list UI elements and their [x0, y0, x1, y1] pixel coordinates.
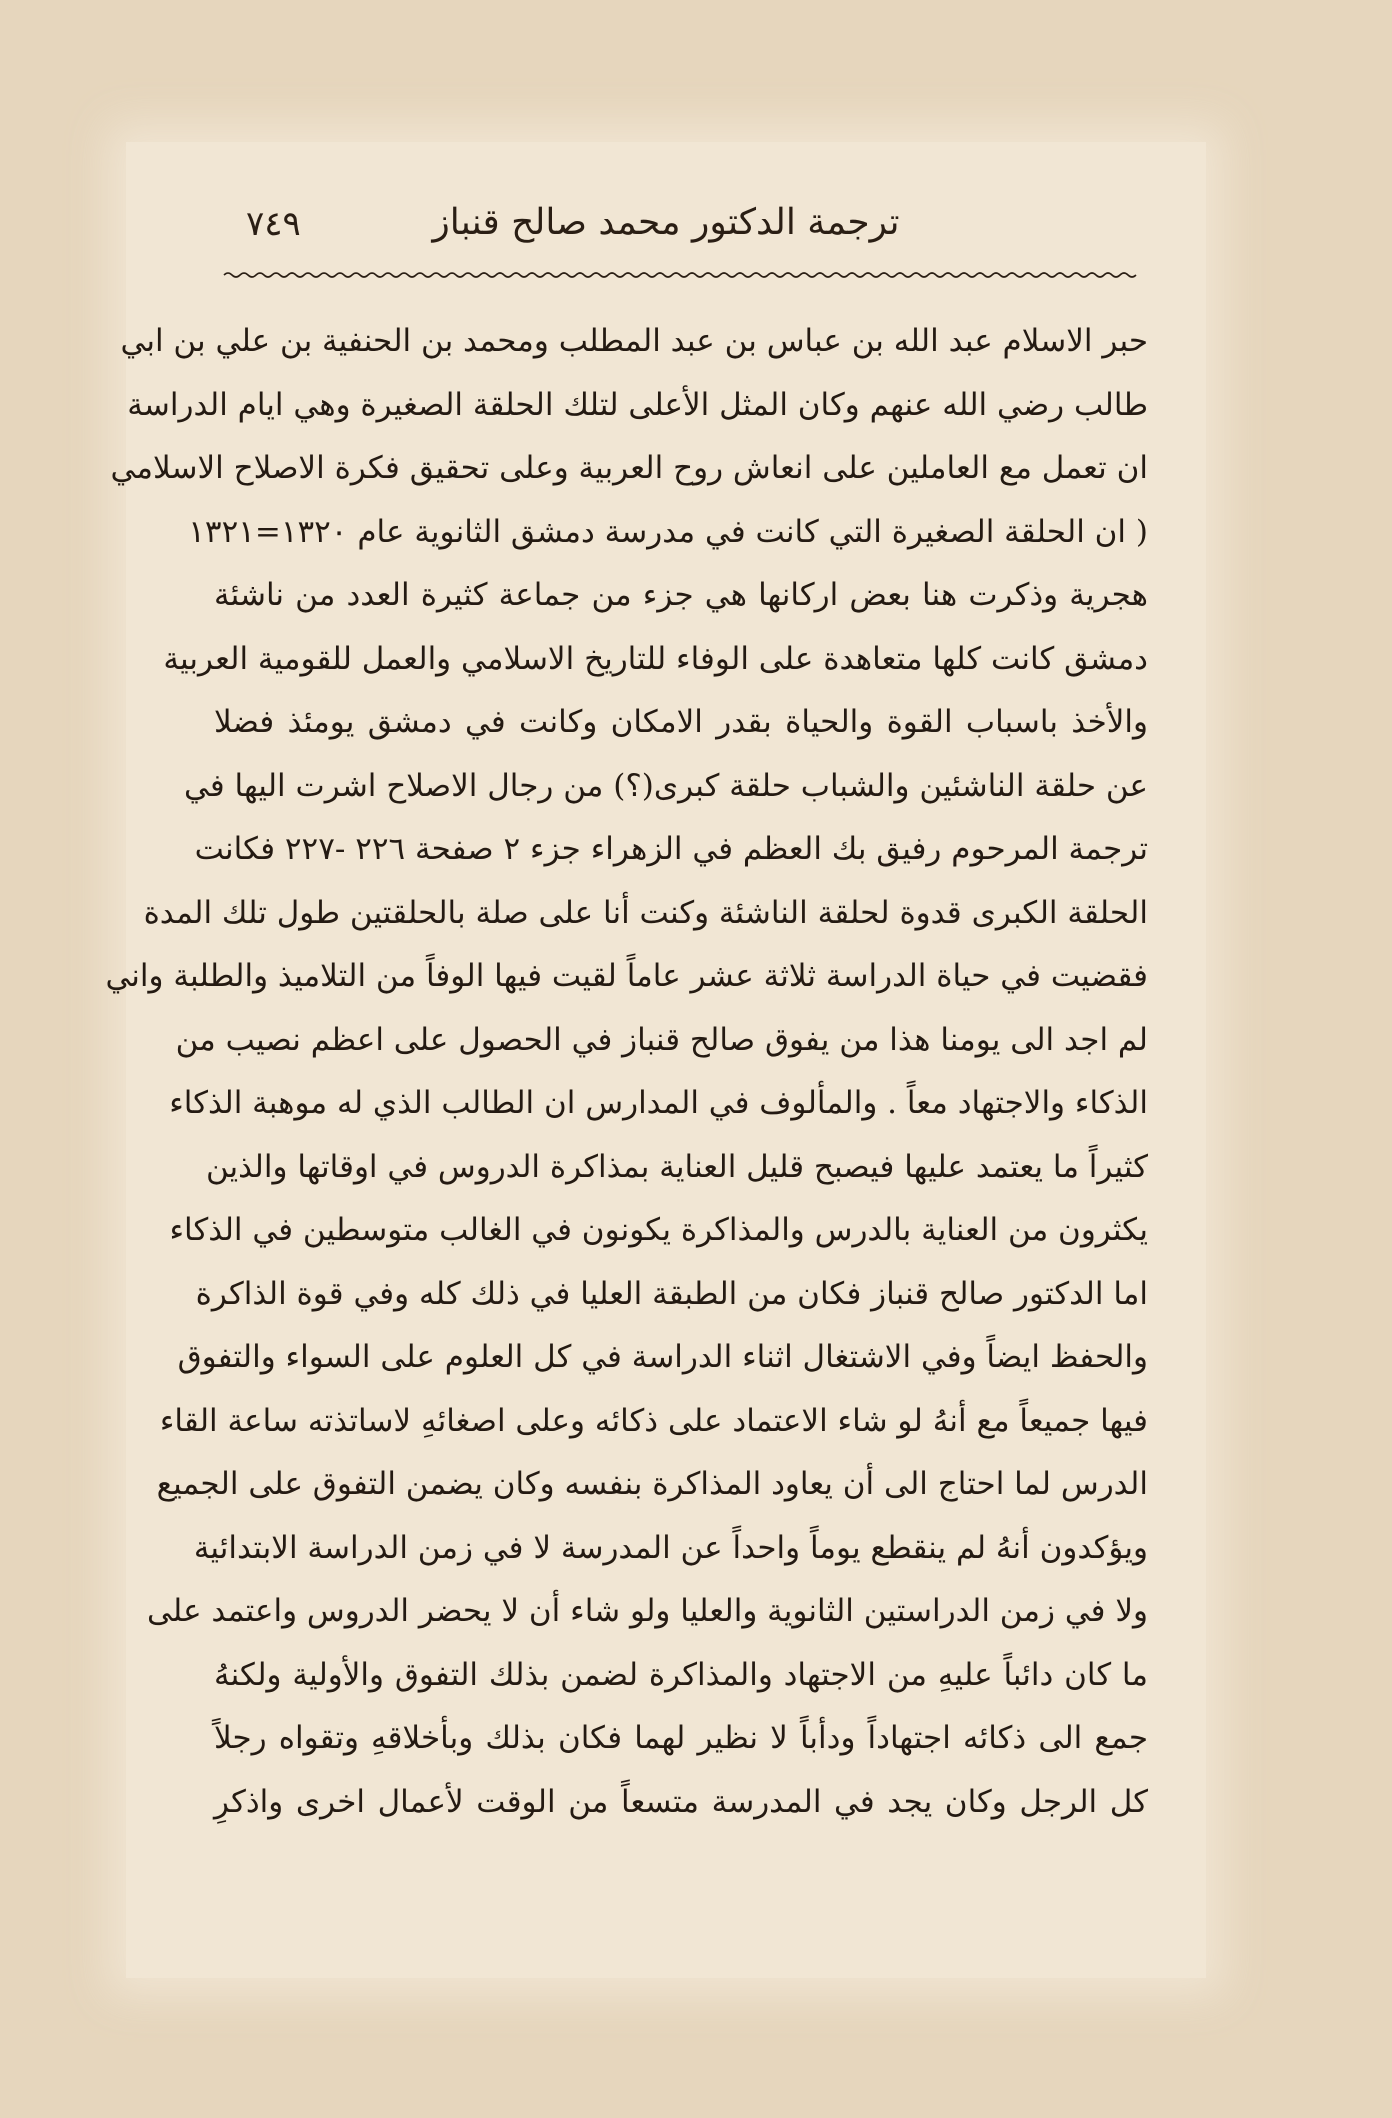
wavy-divider — [224, 270, 1138, 280]
body-text — [105, 310, 1148, 1834]
text-line: فقضيت في حياة الدراسة ثلاثة عشر عاماً لقيت فيها الوفاً من التلاميذ والطلبة واني — [105, 958, 1148, 994]
text-line: حبر الاسلام عبد الله بن عباس بن عبد المطلب ومحمد بن الحنفية بن علي بن ابي — [120, 323, 1148, 359]
page-sheet — [105, 142, 1206, 1978]
text-line: اما الدكتور صالح قنباز فكان من الطبقة العليا في ذلك كله وفي قوة الذاكرة — [195, 1275, 1148, 1312]
text-line: دمشق كانت كلها متعاهدة على الوفاء للتاريخ الاسلامي والعمل للقومية العربية — [163, 640, 1148, 677]
text-line: جمع الى ذكائه اجتهاداً ودأباً لا نظير لهما فكان بذلك وبأخلاقهِ وتقواه رجلاً — [214, 1720, 1148, 1756]
text-line: ويؤكدون أنهُ لم ينقطع يوماً واحداً عن المدرسة لا في زمن الدراسة الابتدائية — [193, 1529, 1148, 1566]
text-line: ما كان دائباً عليهِ من الاجتهاد والمذاكرة لضمن بذلك التفوق والأولية ولكنهُ — [214, 1656, 1148, 1693]
text-line: ولا في زمن الدراستين الثانوية والعليا ولو شاء أن لا يحضر الدروس واعتمد على — [146, 1593, 1148, 1629]
text-line: والأخذ باسباب القوة والحياة بقدر الامكان وكانت في دمشق يومئذ فضلا — [214, 704, 1148, 740]
text-line: كثيراً ما يعتمد عليها فيصبح قليل العناية بمذاكرة الدروس في اوقاتها والذين — [205, 1148, 1148, 1185]
text-line: هجرية وذكرت هنا بعض اركانها هي جزء من جماعة كثيرة العدد من ناشئة — [214, 577, 1148, 613]
running-header — [126, 202, 1206, 262]
text-line: يكثرون من العناية بالدرس والمذاكرة يكونون في الغالب متوسطين في الذكاء — [169, 1212, 1148, 1248]
text-line: ( ان الحلقة الصغيرة التي كانت في مدرسة دمشق الثانوية عام ١٣٢٠=١٣٢١ — [188, 513, 1148, 550]
text-line: كل الرجل وكان يجد في المدرسة متسعاً من الوقت لأعمال اخرى واذكرِ — [214, 1783, 1148, 1820]
text-line: الذكاء والاجتهاد معاً . والمألوف في المدارس ان الطالب الذي له موهبة الذكاء — [169, 1085, 1148, 1121]
text-line: الدرس لما احتاج الى أن يعاود المذاكرة بنفسه وكان يضمن التفوق على الجميع — [156, 1466, 1148, 1502]
text-line: ان تعمل مع العاملين على انعاش روح العربية وعلى تحقيق فكرة الاصلاح الاسلامي — [110, 450, 1148, 486]
text-line: والحفظ ايضاً وفي الاشتغال اثناء الدراسة في كل العلوم على السواء والتفوق — [177, 1339, 1148, 1375]
page-number: ٧٤٩ — [246, 204, 301, 244]
text-line: لم اجد الى يومنا هذا من يفوق صالح قنباز في الحصول على اعظم نصيب من — [175, 1021, 1148, 1058]
text-line: طالب رضي الله عنهم وكان المثل الأعلى لتلك الحلقة الصغيرة وهي ايام الدراسة — [127, 386, 1148, 423]
text-line: ترجمة المرحوم رفيق بك العظم في الزهراء جزء ٢ صفحة ٢٢٦ -٢٢٧ فكانت — [194, 831, 1148, 867]
text-line: فيها جميعاً مع أنهُ لو شاء الاعتماد على ذكائه وعلى اصغائهِ لاساتذته ساعة القاء — [159, 1402, 1148, 1439]
page-title: ترجمة الدكتور محمد صالح قنباز — [432, 202, 900, 243]
text-line: الحلقة الكبرى قدوة لحلقة الناشئة وكنت أنا على صلة بالحلقتين طول تلك المدة — [143, 894, 1148, 931]
text-line: عن حلقة الناشئين والشباب حلقة كبرى(؟) من رجال الاصلاح اشرت اليها في — [184, 767, 1148, 804]
